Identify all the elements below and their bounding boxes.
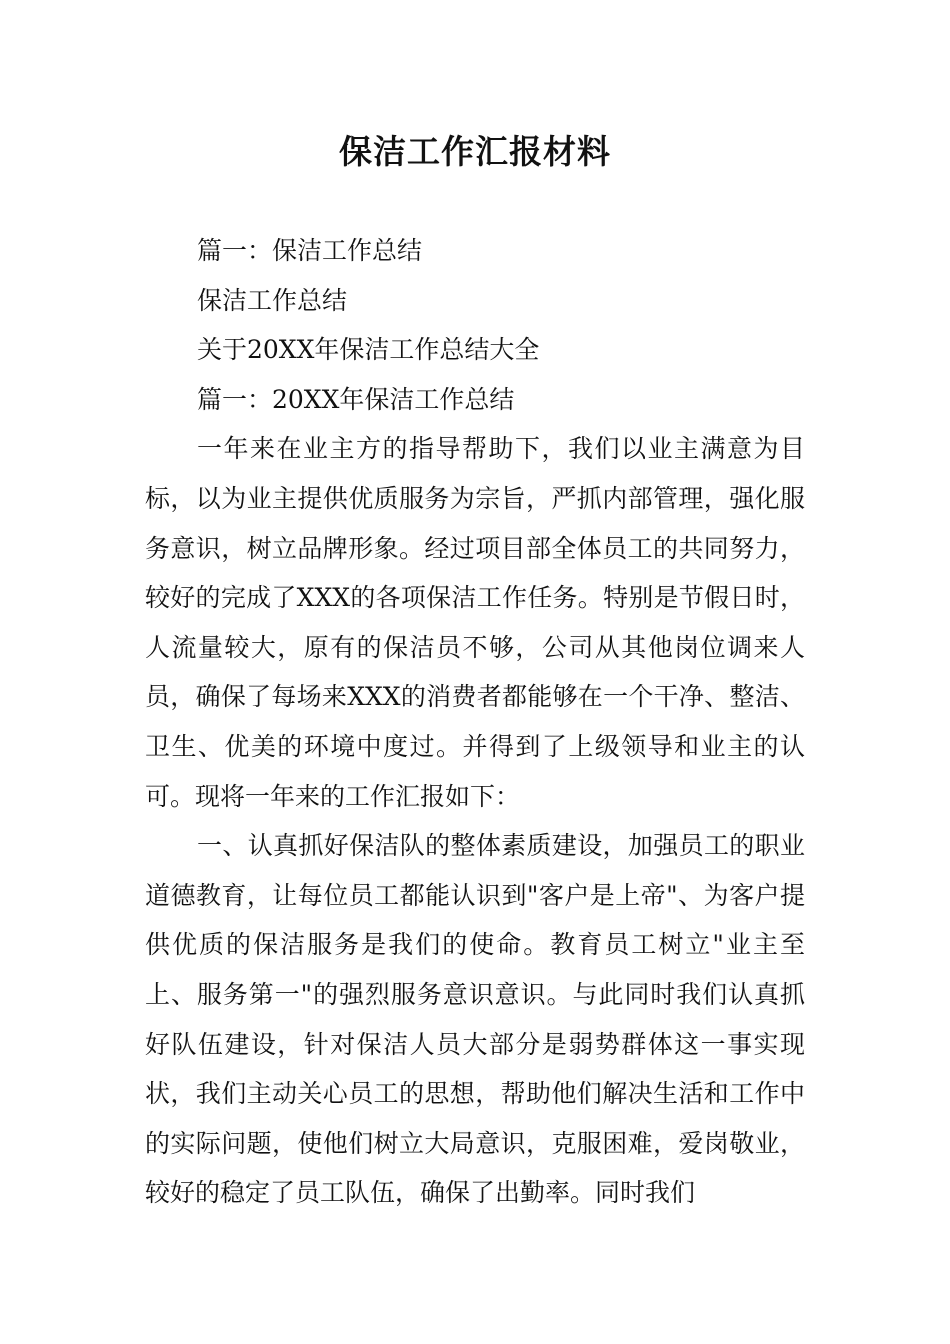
paragraph-article-heading: 篇一：20XX年保洁工作总结 [197, 384, 515, 414]
paragraph-section-heading: 篇一：保洁工作总结 [197, 236, 423, 265]
document-title: 保洁工作汇报材料 [339, 132, 611, 171]
paragraph-topic: 关于20XX年保洁工作总结大全 [197, 335, 540, 365]
paragraph-point-one: 一、认真抓好保洁队的整体素质建设，加强员工的职业道德教育，让每位员工都能认识到"客户是上帝"、为客户提供优质的保洁服务是我们的使命。教育员工树立"业主至上、服务第一"的强烈服务意识意识。与此同时我们认真抓好队伍建设，针对保洁人员大部分是弱势群体这一事实现状，我们主动关心员工的思想，帮助他们解决生活和工作中的实际问题，使他们树立大局意识，克服困难，爱岗敬业，较好的稳定了员工队伍，确保了出勤率。同时我们 [145, 831, 805, 1208]
document-body [145, 226, 805, 1218]
paragraph-intro: 一年来在业主方的指导帮助下，我们以业主满意为目标，以为业主提供优质服务为宗旨，严抓内部管理，强化服务意识，树立品牌形象。经过项目部全体员工的共同努力，较好的完成了XXX的各项保洁工作任务。特别是节假日时，人流量较大，原有的保洁员不够，公司从其他岗位调来人员，确保了每场来XXX的消费者都能够在一个干净、整洁、卫生、优美的环境中度过。并得到了上级领导和业主的认可。现将一年来的工作汇报如下： [145, 434, 805, 811]
paragraph-subtitle: 保洁工作总结 [197, 285, 348, 315]
